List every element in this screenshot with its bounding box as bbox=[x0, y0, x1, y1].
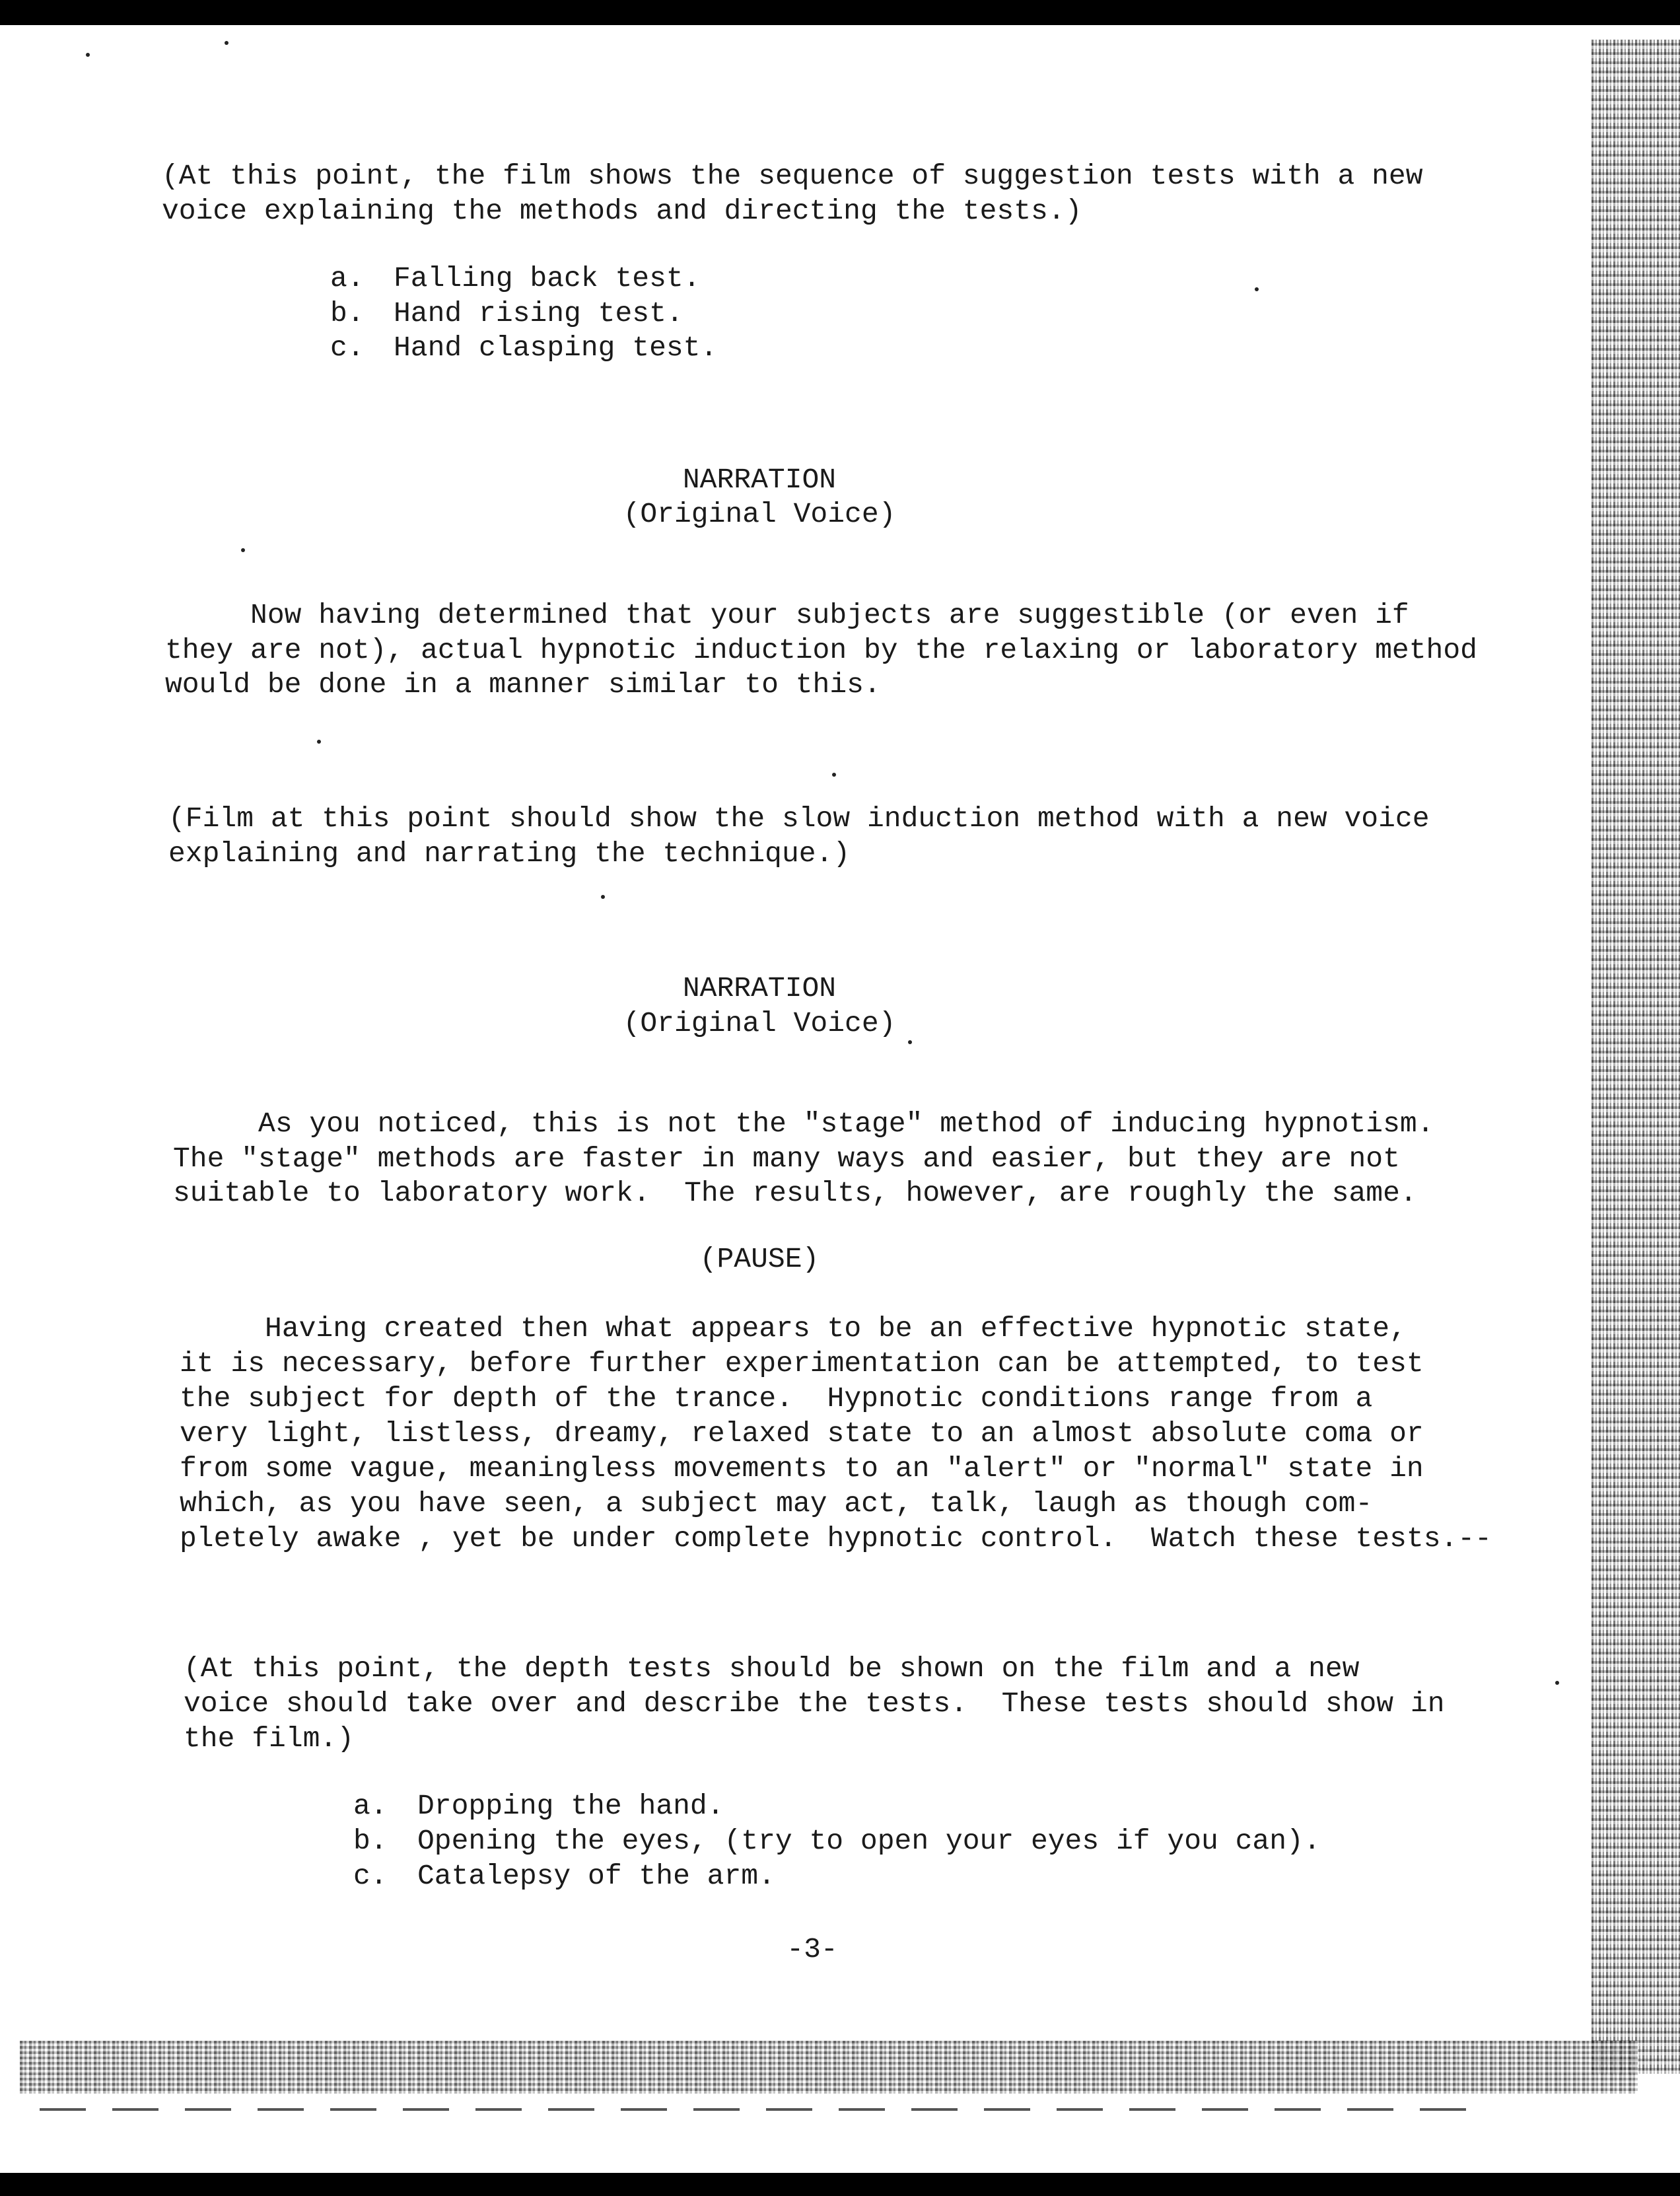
depth-paragraph-line-6: which, as you have seen, a subject may act, talk, laugh as though com- bbox=[180, 1487, 1373, 1520]
narration-paragraph-1-line-3: would be done in a manner similar to this. bbox=[165, 668, 881, 701]
list-item: Hand rising test. bbox=[394, 297, 683, 330]
narration-heading-1-subtitle: (Original Voice) bbox=[623, 498, 896, 530]
scan-speck bbox=[1555, 1681, 1559, 1685]
narration-paragraph-1-line-2: they are not), actual hypnotic induction by the relaxing or laboratory method bbox=[165, 634, 1477, 666]
depth-paragraph-line-4: very light, listless, dreamy, relaxed state to an almost absolute coma or bbox=[180, 1417, 1424, 1450]
narration-paragraph-2-line-3: suitable to laboratory work. The results, however, are roughly the same. bbox=[173, 1177, 1417, 1209]
depth-paragraph-line-7: pletely awake , yet be under complete hypnotic control. Watch these tests.-- bbox=[180, 1522, 1492, 1555]
list-item-marker: b. bbox=[330, 297, 365, 330]
list-item: Catalepsy of the arm. bbox=[417, 1860, 775, 1892]
scan-speck bbox=[225, 41, 228, 45]
list-item-marker: a. bbox=[330, 262, 365, 295]
depth-stage-direction-line-1: (At this point, the depth tests should be shown on the film and a new bbox=[184, 1652, 1360, 1685]
list-item: Opening the eyes, (try to open your eyes if you can). bbox=[417, 1825, 1321, 1857]
narration-paragraph-2-line-2: The "stage" methods are faster in many ways and easier, but they are not bbox=[173, 1143, 1400, 1175]
depth-paragraph-line-1: Having created then what appears to be an effective hypnotic state, bbox=[180, 1312, 1407, 1345]
scan-speck bbox=[317, 740, 321, 744]
depth-paragraph-line-5: from some vague, meaningless movements to an "alert" or "normal" state in bbox=[180, 1452, 1424, 1485]
scan-bottom-edge-noise bbox=[20, 2041, 1638, 2094]
scan-dashed-line bbox=[40, 2108, 1492, 2111]
page-number: -3- bbox=[787, 1933, 838, 1966]
depth-stage-direction-line-3: the film.) bbox=[184, 1722, 355, 1755]
intro-stage-direction-line-1: (At this point, the film shows the sequence of suggestion tests with a new bbox=[162, 160, 1423, 192]
scan-top-border bbox=[0, 0, 1680, 25]
list-item-marker: c. bbox=[353, 1860, 388, 1892]
list-item: Dropping the hand. bbox=[417, 1790, 724, 1822]
scan-speck bbox=[601, 895, 605, 899]
narration-paragraph-2-line-1: As you noticed, this is not the "stage" method of inducing hypnotism. bbox=[173, 1108, 1434, 1140]
depth-paragraph-line-2: it is necessary, before further experimentation can be attempted, to test bbox=[180, 1347, 1424, 1380]
scan-speck bbox=[832, 773, 836, 777]
list-item-marker: b. bbox=[353, 1825, 388, 1857]
scan-speck bbox=[1255, 287, 1259, 291]
list-item: Falling back test. bbox=[394, 262, 701, 295]
scan-speck bbox=[86, 53, 90, 57]
pause-label: (PAUSE) bbox=[699, 1243, 820, 1275]
narration-paragraph-1-line-1: Now having determined that your subjects are suggestible (or even if bbox=[165, 599, 1409, 631]
scan-speck bbox=[241, 548, 245, 552]
narration-heading-2-subtitle: (Original Voice) bbox=[623, 1007, 896, 1040]
intro-stage-direction-line-2: voice explaining the methods and directing the tests.) bbox=[162, 195, 1082, 227]
scan-right-edge-noise bbox=[1592, 40, 1680, 2074]
film-stage-direction-line-1: (Film at this point should show the slow induction method with a new voice bbox=[168, 802, 1430, 835]
list-item-marker: c. bbox=[330, 332, 365, 364]
film-stage-direction-line-2: explaining and narrating the technique.) bbox=[168, 837, 851, 870]
depth-stage-direction-line-2: voice should take over and describe the tests. These tests should show in bbox=[184, 1687, 1445, 1720]
list-item: Hand clasping test. bbox=[394, 332, 718, 364]
list-item-marker: a. bbox=[353, 1790, 388, 1822]
scan-bottom-border bbox=[0, 2173, 1680, 2196]
depth-paragraph-line-3: the subject for depth of the trance. Hypnotic conditions range from a bbox=[180, 1382, 1373, 1415]
narration-heading-2-title: NARRATION bbox=[682, 972, 837, 1005]
narration-heading-1-title: NARRATION bbox=[682, 464, 837, 496]
